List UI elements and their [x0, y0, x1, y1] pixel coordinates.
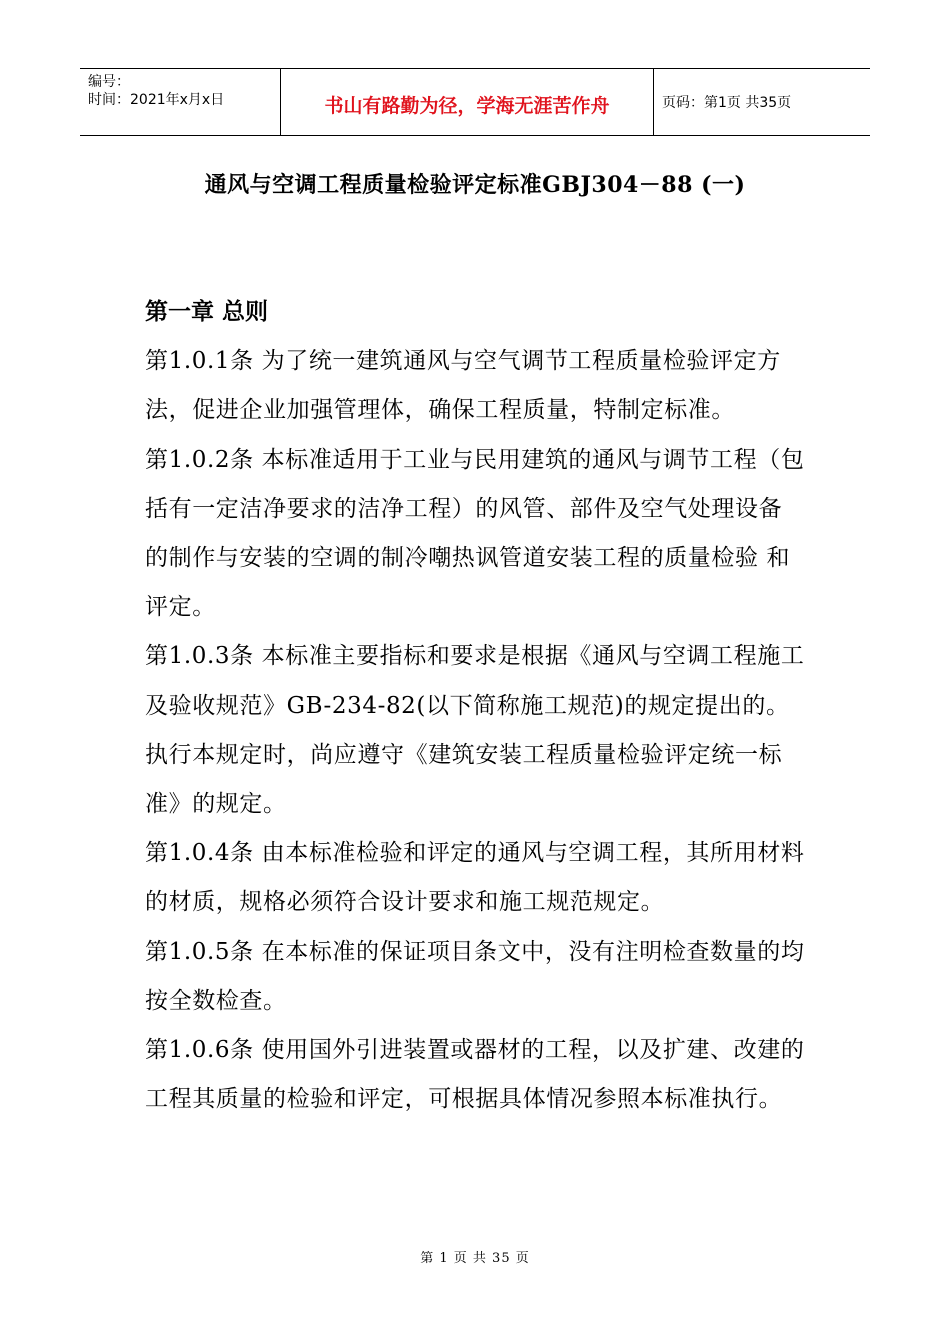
article-paragraph: 第1.0.5条 在本标准的保证项目条文中，没有注明检查数量的均按全数检查。	[145, 938, 805, 1014]
page-footer: 第 1 页 共 35 页	[420, 1251, 530, 1266]
article-paragraph: 第1.0.1条 为了统一建筑通风与空气调节工程质量检验评定方法，促进企业加强管理体，确保工程质量，特制定标准。	[145, 348, 781, 424]
header-meta-cell	[80, 69, 281, 135]
article-paragraph: 第1.0.2条 本标准适用于工业与民用建筑的通风与调节工程（包括有一定洁净要求的洁净工程）的风管、部件及空气处理设备的制作与安装的空调的制冷嘲热讽管道安装工程的质量检验 和评定。	[145, 446, 805, 621]
document-body	[145, 288, 805, 1124]
header-table	[80, 68, 870, 136]
header-motto: 书山有路勤为径，学海无涯苦作舟	[281, 69, 654, 135]
article-paragraph: 第1.0.6条 使用国外引进装置或器材的工程，以及扩建、改建的工程其质量的检验和评定，可根据具体情况参照本标准执行。	[145, 1037, 805, 1113]
article-paragraph: 第1.0.3条 本标准主要指标和要求是根据《通风与空调工程施工及验收规范》GB-234-82(以下简称施工规范)的规定提出的。执行本规定时，尚应遵守《建筑安装工程质量检验评定统一标准》的规定。	[145, 643, 805, 818]
chapter-heading: 第一章 总则	[145, 299, 269, 325]
article-paragraph: 第1.0.4条 由本标准检验和评定的通风与空调工程，其所用材料的材质，规格必须符合设计要求和施工规范规定。	[145, 840, 805, 916]
document-title: 通风与空调工程质量检验评定标准GBJ304－88 (一)	[204, 172, 746, 198]
document-number-label: 编号：	[88, 74, 130, 90]
header-page-info: 页码：第1页 共35页	[662, 95, 792, 111]
document-time-label: 时间：2021年x月x日	[88, 92, 225, 108]
